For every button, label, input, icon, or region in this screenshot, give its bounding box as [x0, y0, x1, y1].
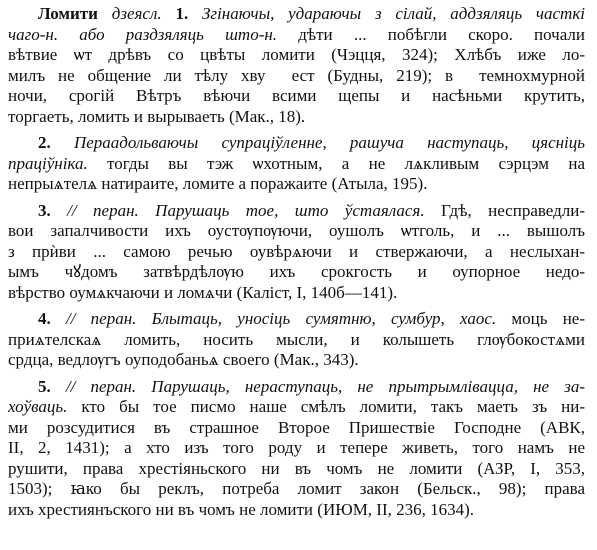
text-run: кто бы тое писмо наше смѣлъ ломити, такъ маеть зъ ни- [67, 397, 585, 416]
text-line [8, 86, 585, 107]
italic-text: Згінаючы, удараючы з сілай, аддзяляць часткі [202, 4, 585, 23]
italic-text: Пераадольваючы супраціўленне, рашуча наступаць, цясніць [73, 133, 585, 152]
text-run: приѧтелскаѧ ломить, носить мысли, и колышеть глѹбокостѧми [8, 329, 585, 349]
italic-text: // перан. Блытаць, уносіць сумятню, сумбур, хаос. [65, 309, 497, 328]
italic-text: дзеясл. [97, 4, 176, 23]
text-run: тогды вы тэж ѡхотным, а не лѧкливым сэрцэм на [87, 153, 585, 173]
text-run: 1503); ꙗко бы реклъ, потреба ломит закон (Бельск., 98); права [8, 479, 585, 498]
text-run: вѣрство оумѧкчаючи и ломѧчи (Каліст, I, 140б—141). [8, 282, 398, 302]
text-line [8, 459, 585, 480]
sense-3 [8, 201, 585, 304]
text-run: моць не- [496, 309, 585, 328]
bold-text: 5. [38, 376, 66, 396]
text-line [8, 66, 585, 87]
italic-text: // перан. Парушаць, нераступаць, не прытрымлівацца, не за- [65, 376, 585, 396]
text-line [8, 4, 585, 25]
text-run: Гдѣ, несправедли- [424, 200, 585, 220]
text-run: дѣти ... побѣгли скоро. почали [277, 24, 585, 44]
text-line [8, 479, 585, 500]
sense-4 [8, 309, 585, 371]
italic-text: хоўваць. [8, 397, 68, 416]
text-line [8, 377, 585, 398]
text-run: з прѝви ... самою речью оувѣрѧючи и ствержаючи, а неслыхан- [8, 241, 585, 261]
bold-text: 4. [38, 309, 66, 328]
text-line [8, 262, 585, 283]
text-run: торгаеть, ломить и вырываеть (Мак., 18). [8, 106, 306, 126]
text-line [8, 500, 585, 521]
text-run: вѣтвие ѡт дрѣвъ со цвѣты ломити (Чэцця, 324); Хлѣбъ иже ло- [8, 45, 585, 64]
text-run: непрыѧтелѧ натираите, ломите а поражаите (Атыла, 195). [8, 174, 428, 193]
text-line [8, 107, 585, 128]
text-line [8, 45, 585, 66]
italic-text: // перан. Парушаць тое, што ўстаялася. [67, 200, 425, 220]
text-run: ымъ чꙋдомъ затвѣрдѣлѹю ихъ срокгость и оупорное недо- [8, 262, 585, 281]
text-line [8, 201, 585, 222]
text-run: ночи, срогій Вѣтръ вѣючи всими щепы и насѣньми крутить, [8, 86, 585, 105]
italic-text: праціўніка. [8, 153, 88, 173]
text-line [8, 397, 585, 418]
text-line [8, 242, 585, 263]
text-run: ми розсудитися въ страшное Второе Пришествіе Господне (АВК, [8, 417, 585, 437]
sense-5 [8, 377, 585, 521]
sense-1 [8, 4, 585, 127]
text-line [8, 25, 585, 46]
text-line [8, 309, 585, 330]
bold-text: 1. [175, 4, 203, 23]
text-run: II, 2, 1431); а хто изъ того роду и тепере живеть, того намъ не [8, 438, 585, 457]
text-line [8, 133, 585, 154]
text-line [8, 330, 585, 351]
bold-text: 2. [38, 133, 74, 152]
text-run: милъ не общение ли тѣлу хвуⷭ ест (Будны, 219); вⷪ темнохмурной [8, 65, 585, 85]
bold-text: Ломити [38, 4, 98, 23]
sense-2 [8, 133, 585, 195]
italic-text: чаго-н. або раздзяляць што-н. [8, 24, 278, 44]
text-run: срдца, ведлѹгъ оуподобаньѧ своего (Мак., 343). [8, 350, 359, 369]
text-line [8, 438, 585, 459]
text-run: рушити, права хрестіяньского ни въ чомъ не ломити (АЗР, I, 353, [8, 458, 585, 478]
text-line [8, 221, 585, 242]
text-line [8, 174, 585, 195]
text-line [8, 283, 585, 304]
text-run: ихъ хрестиянъского ни въ чомъ не ломити (ИЮМ, II, 236, 1634). [8, 499, 475, 519]
text-line [8, 154, 585, 175]
text-line [8, 418, 585, 439]
text-run: вои запалчивости ихъ оустѹпѹючи, оушолъ ѡтголь, и ... вышолъ [8, 221, 585, 240]
text-line [8, 350, 585, 371]
bold-text: 3. [38, 200, 68, 220]
